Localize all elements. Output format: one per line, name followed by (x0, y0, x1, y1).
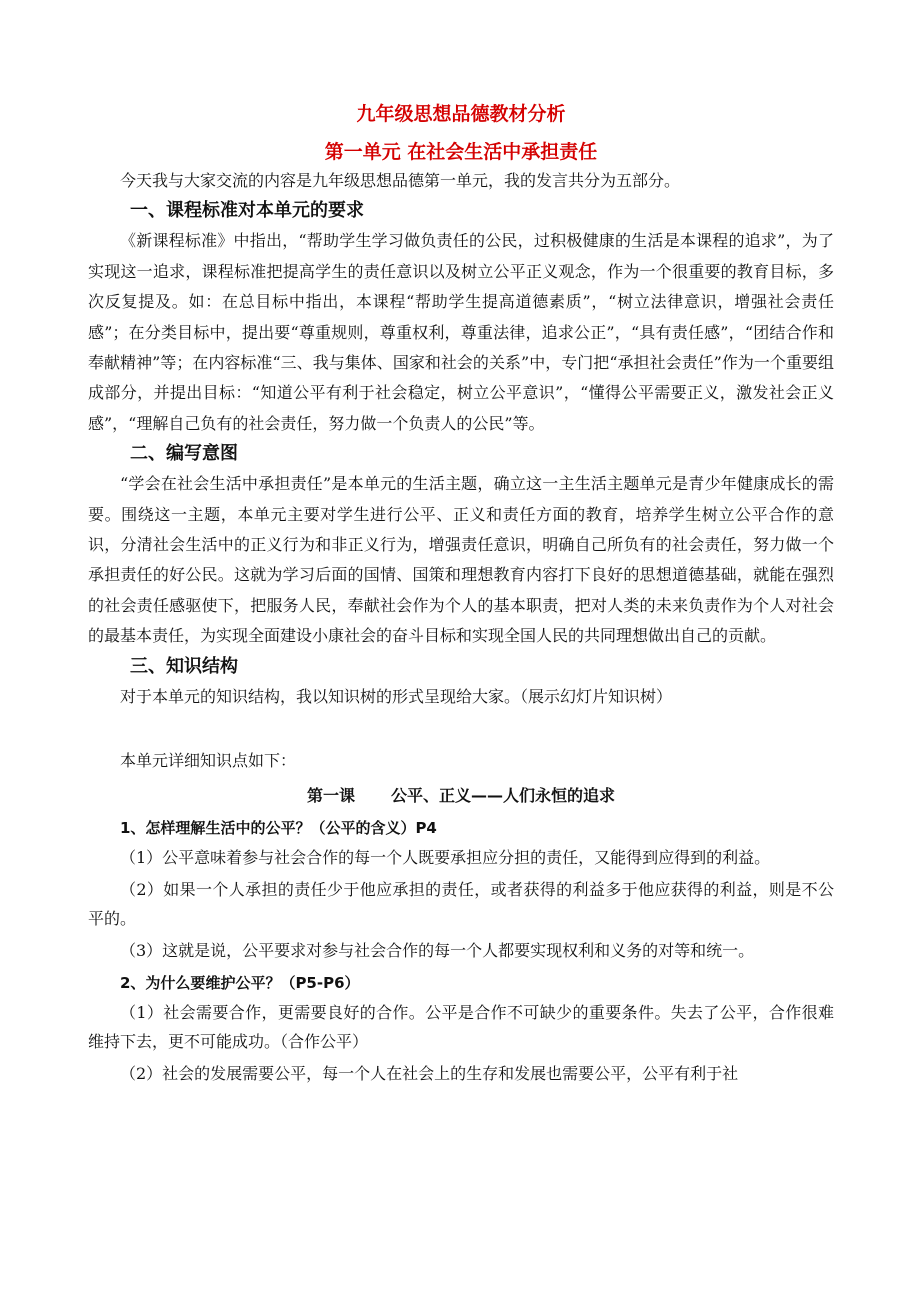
question-heading-2: 2、为什么要维护公平？（P5-P6） (120, 973, 360, 992)
knowledge-tree-placeholder (88, 712, 834, 746)
document-subtitle: 第一单元 在社会生活中承担责任 (324, 141, 598, 163)
section-heading-standards: 一、课程标准对本单元的要求 (130, 200, 364, 222)
intro-paragraph: 今天我与大家交流的内容是九年级思想品德第一单元，我的发言共分为五部分。 (120, 171, 681, 190)
section-heading-structure: 三、知识结构 (130, 655, 238, 677)
section-paragraph-structure: 对于本单元的知识结构，我以知识树的形式呈现给大家。（展示幻灯片知识树） (120, 686, 673, 706)
section-paragraph-intent: “学会在社会生活中承担责任”是本单元的生活主题，确立这一主生活主题单元是青少年健康成长的需要。围绕这一主题，本单元主要对学生进行公平、正义和责任方面的教育，培养学生树立公平合作的意识，分清社会生活中的正义行为和非正义行为，增强责任意识，明确自己所负有的社会责任，努力做一个承担责任的好公民。这就为学习后面的国情、国策和理想教育内容打下良好的思想道德基础，就能在强烈的社会责任感驱使下，把服务人民，奉献社会作为个人的基本职责，把对人类的未来负责作为个人对社会的最基本责任，为实现全面建设小康社会的奋斗目标和实现全国人民的共同理想做出自己的贡献。 (88, 474, 834, 646)
question-2-item-2: （2）社会的发展需要公平，每一个人在社会上的生存和发展也需要公平，公平有利于社 (120, 1063, 739, 1083)
lesson-number: 第一课 (306, 785, 355, 805)
lesson-heading (88, 781, 834, 811)
question-1-item-1: （1）公平意味着参与社会合作的每一个人既要承担应分担的责任，又能得到应得到的利益。 (120, 847, 771, 867)
detail-intro: 本单元详细知识点如下： (120, 751, 297, 771)
question-1-item-2: （2）如果一个人承担的责任少于他应承担的责任，或者获得的利益多于他应获得的利益，则是不公平的。 (88, 879, 834, 928)
section-heading-intent: 二、编写意图 (130, 443, 238, 465)
document-page (88, 96, 834, 1091)
question-1-item-3: （3）这就是说，公平要求对参与社会合作的每一个人都要实现权利和义务的对等和统一。 (120, 940, 755, 960)
section-paragraph-standards: 《新课程标准》中指出，“帮助学生学习做负责任的公民，过积极健康的生活是本课程的追求”，为了实现这一追求，课程标准把提高学生的责任意识以及树立公平正义观念，作为一个很重要的教育目标，多次反复提及。如：在总目标中指出，本课程“帮助学生提高道德素质”，“树立法律意识，增强社会责任感”；在分类目标中，提出要“尊重规则，尊重权利，尊重法律，追求公正”，“具有责任感”，“团结合作和奉献精神”等；在内容标准“三、我与集体、国家和社会的关系”中，专门把“承担社会责任”作为一个重要组成部分，并提出目标：“知道公平有利于社会稳定，树立公平意识”，“懂得公平需要正义，激发社会正义感”，“理解自己负有的社会责任，努力做一个负责人的公民”等。 (88, 231, 834, 433)
document-title: 九年级思想品德教材分析 (356, 103, 566, 125)
lesson-title: 公平、正义——人们永恒的追求 (391, 785, 616, 805)
question-heading-1: 1、怎样理解生活中的公平？（公平的含义）P4 (120, 818, 437, 837)
question-2-item-1: （1）社会需要合作，更需要良好的合作。公平是合作不可缺少的重要条件。失去了公平，合作很难维持下去，更不可能成功。（合作公平） (88, 1002, 834, 1051)
